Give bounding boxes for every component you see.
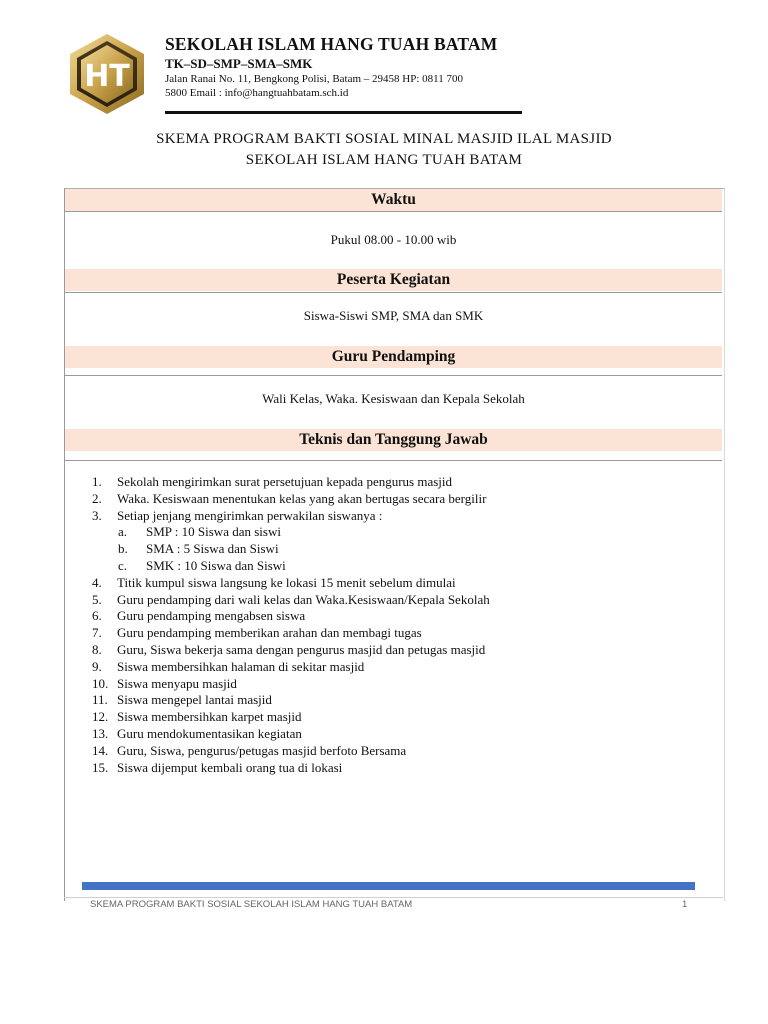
- section-divider: [65, 211, 722, 212]
- list-item: 15. Siswa dijemput kembali orang tua di lokasi: [92, 759, 343, 775]
- list-item: 14. Guru, Siswa, pengurus/petugas masjid berfoto Bersama: [92, 742, 407, 758]
- list-item: 1. Sekolah mengirimkan surat persetujuan kepada pengurus masjid: [92, 474, 453, 489]
- section-heading-teknis: Teknis dan Tanggung Jawab: [65, 429, 722, 451]
- footer-text: SKEMA PROGRAM BAKTI SOSIAL SEKOLAH ISLAM HANG TUAH BATAM: [90, 899, 413, 910]
- list-item: 12. Siswa membersihkan karpet masjid: [92, 709, 302, 725]
- steps-list: [92, 474, 490, 776]
- list-item: 11. Siswa mengepel lantai masjid: [92, 692, 272, 708]
- address-line-1: Jalan Ranai No. 11, Bengkong Polisi, Batam – 29458 HP: 0811 700: [165, 73, 464, 85]
- list-item: 6. Guru pendamping mengabsen siswa: [92, 608, 306, 624]
- address-line-2: 5800 Email : info@hangtuahbatam.sch.id: [165, 87, 349, 99]
- list-item: 10. Siswa menyapu masjid: [92, 675, 237, 691]
- school-address: [165, 72, 463, 100]
- section-value-guru: Wali Kelas, Waka. Kesiswaan dan Kepala Sekolah: [262, 391, 525, 406]
- footer-divider: [64, 897, 723, 898]
- section-heading-peserta: Peserta Kegiatan: [65, 269, 722, 291]
- list-item: 2. Waka. Kesiswaan menentukan kelas yang akan bertugas secara bergilir: [92, 490, 487, 506]
- section-divider: [65, 460, 722, 461]
- section-heading-waktu: Waktu: [65, 189, 722, 211]
- list-item: 8. Guru, Siswa bekerja sama dengan pengurus masjid dan petugas masjid: [92, 641, 486, 657]
- sub-list-item: c. SMK : 10 Siswa dan Siswi: [118, 557, 286, 573]
- svg-text:HT: HT: [84, 59, 130, 94]
- section-value-waktu: Pukul 08.00 - 10.00 wib: [330, 232, 457, 247]
- footer-accent-bar: [82, 882, 695, 890]
- list-item: 9. Siswa membersihkan halaman di sekitar masjid: [92, 658, 365, 674]
- section-divider: [65, 292, 722, 293]
- school-name: SEKOLAH ISLAM HANG TUAH BATAM: [165, 34, 498, 54]
- school-levels: TK–SD–SMP–SMA–SMK: [165, 56, 313, 71]
- school-logo-icon: [66, 32, 148, 116]
- list-item: 13. Guru mendokumentasikan kegiatan: [92, 725, 302, 741]
- page-number: 1: [682, 899, 688, 910]
- list-item: 7. Guru pendamping memberikan arahan dan membagi tugas: [92, 625, 422, 641]
- document-title-line-2: SEKOLAH ISLAM HANG TUAH BATAM: [245, 152, 523, 168]
- list-item: 4. Titik kumpul siswa langsung ke lokasi 15 menit sebelum dimulai: [92, 574, 456, 590]
- sub-list-item: b. SMA : 5 Siswa dan Siswi: [118, 541, 279, 557]
- letterhead: [66, 32, 546, 116]
- section-divider: [65, 375, 722, 376]
- section-heading-guru: Guru Pendamping: [65, 346, 722, 368]
- sub-list-item: a. SMP : 10 Siswa dan siswi: [118, 524, 281, 540]
- document-title-line-1: SKEMA PROGRAM BAKTI SOSIAL MINAL MASJID ILAL MASJID: [156, 131, 612, 147]
- section-value-peserta: Siswa-Siswi SMP, SMA dan SMK: [303, 308, 484, 323]
- letterhead-divider: [165, 111, 522, 114]
- list-item: 5. Guru pendamping dari wali kelas dan Waka.Kesiswaan/Kepala Sekolah: [92, 591, 490, 607]
- list-item: 3. Setiap jenjang mengirimkan perwakilan siswanya :: [92, 507, 383, 523]
